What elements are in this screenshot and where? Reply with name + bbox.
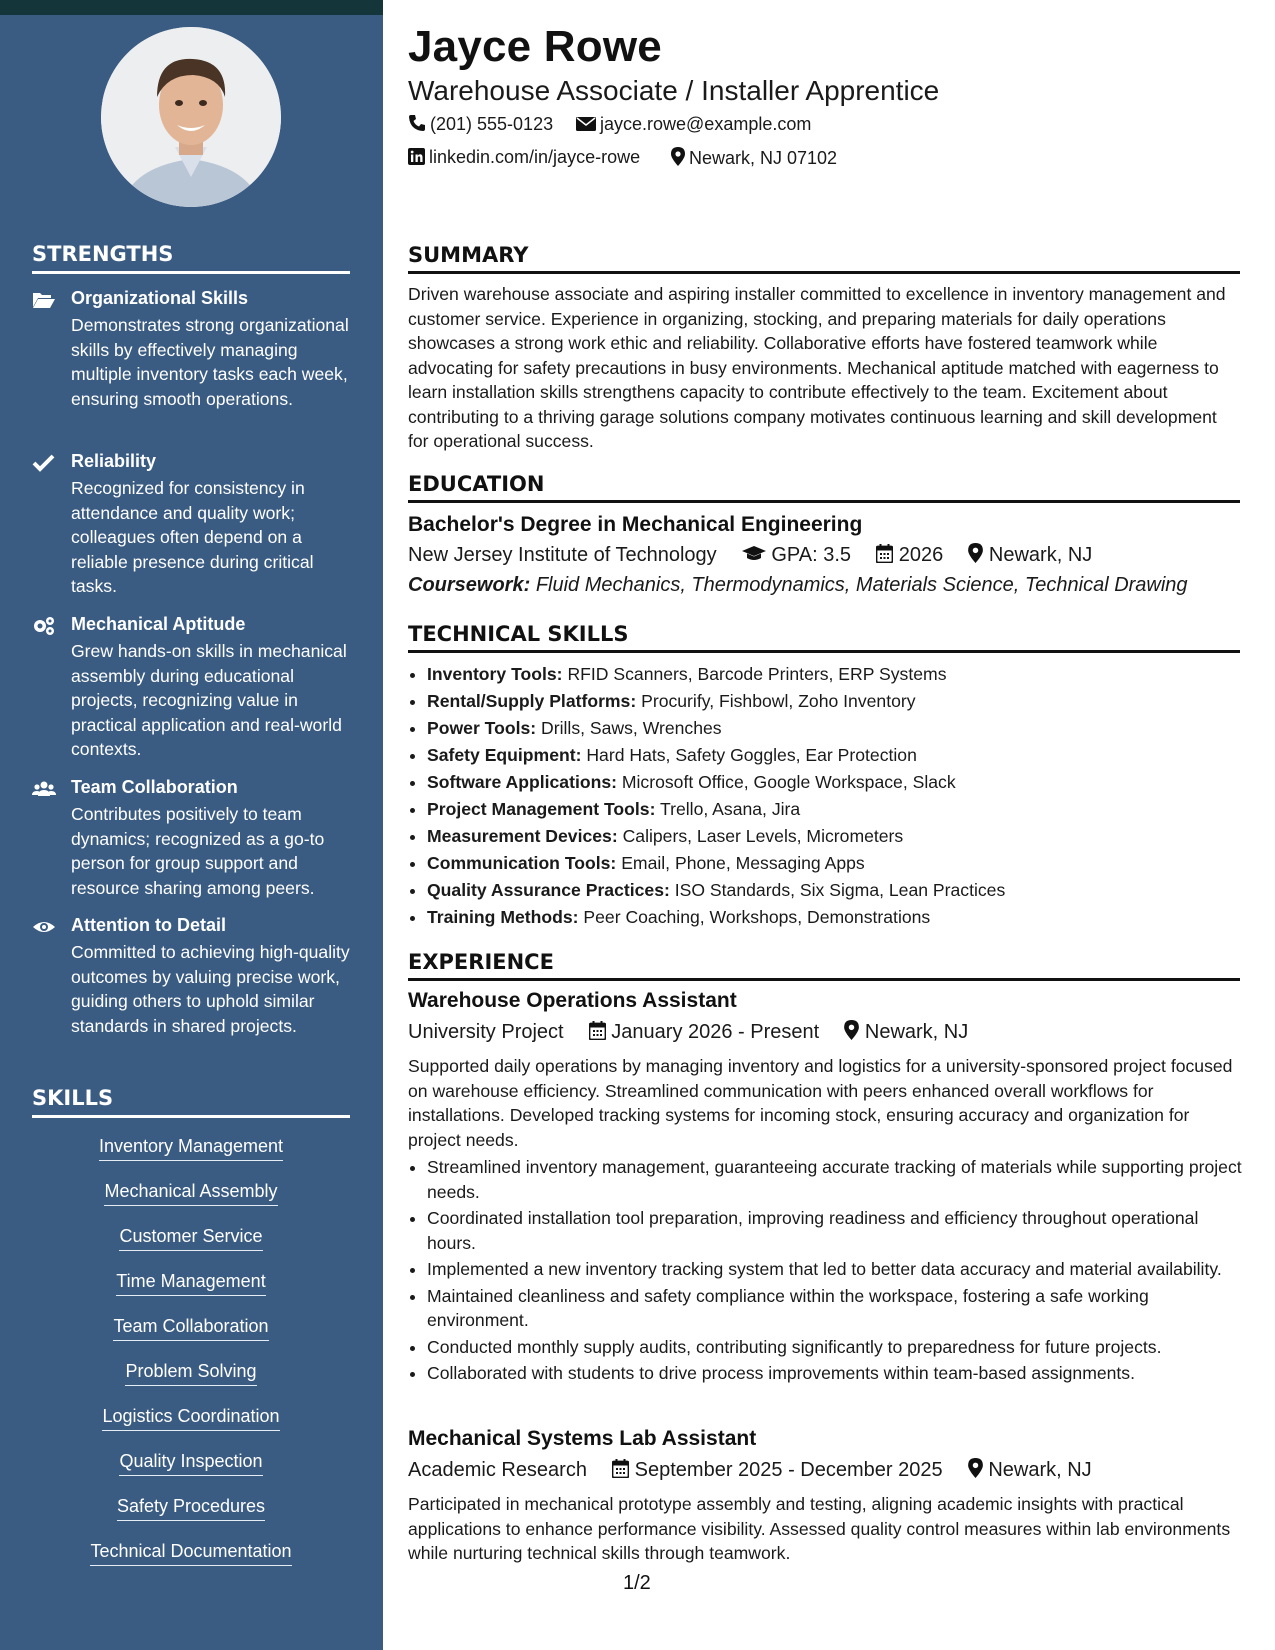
sidebar (0, 0, 383, 1650)
coursework (408, 574, 1188, 597)
phone-icon (408, 114, 426, 132)
list-item: • Conducted monthly supply audits, contributing significantly to preparedness for future projects. (427, 1335, 1247, 1360)
sidebar-top-bar (0, 0, 383, 15)
list-item: • Streamlined inventory management, guaranteeing accurate tracking of materials while supporting project needs. (427, 1155, 1247, 1204)
technical-skills-heading: TECHNICAL SKILLS (408, 622, 1240, 653)
job-meta-2 (408, 1458, 1092, 1482)
skill-tag: Customer Service (32, 1226, 350, 1251)
job-bullets-1 (408, 1155, 1247, 1388)
candidate-name: Jayce Rowe (408, 22, 662, 71)
summary-text: Driven warehouse associate and aspiring installer committed to excellence in inventory management and customer service. Experience in organizing, stocking, and preparing materials for daily operations showcases a strong work ethic and reliability. Collaborative efforts have fostered teamwork while advocating for safety precautions in busy environments. Mechanical aptitude matched with eagerness to learn installation skills strengthens capacity to contribute effectively to the team. Excitement about contributing to a thriving garage solutions company motivates continuous learning and skill development for operational success. (408, 284, 1226, 451)
list-item: • Project Management Tools: Trello, Asana, Jira (427, 796, 1247, 823)
list-item: • Collaborated with students to drive process improvements within team-based assignments. (427, 1361, 1247, 1386)
location-contact: Newark, NJ 07102 (671, 147, 837, 169)
check-icon (32, 453, 56, 473)
phone-contact: (201) 555-0123 (408, 114, 553, 135)
gears-icon (32, 616, 56, 636)
list-item: • Measurement Devices: Calipers, Laser Levels, Micrometers (427, 823, 1247, 850)
skill-tag: Team Collaboration (32, 1316, 350, 1341)
degree-title: Bachelor's Degree in Mechanical Engineering (408, 513, 863, 536)
coursework-label: Coursework: (408, 574, 531, 596)
school-name: New Jersey Institute of Technology (408, 544, 717, 566)
email-contact[interactable]: jayce.rowe@example.com (576, 114, 811, 135)
list-item: • Inventory Tools: RFID Scanners, Barcode Printers, ERP Systems (427, 661, 1247, 688)
experience-heading: EXPERIENCE (408, 950, 1240, 981)
strength-title: Reliability (71, 451, 157, 471)
job-title-2: Mechanical Systems Lab Assistant (408, 1427, 757, 1450)
strength-title: Attention to Detail (71, 915, 226, 935)
calendar-icon (612, 1459, 629, 1478)
linkedin-contact[interactable]: linkedin.com/in/jayce-rowe (408, 147, 640, 168)
list-item: • Maintained cleanliness and safety compliance within the workspace, fostering a safe working environment. (427, 1284, 1247, 1333)
list-item: • Safety Equipment: Hard Hats, Safety Goggles, Ear Protection (427, 742, 1247, 769)
strength-description: Demonstrates strong organizational skills by effectively managing multiple inventory tasks each week, ensuring smooth operations. (71, 315, 349, 409)
map-pin-icon (844, 1020, 859, 1040)
graduation-year: 2026 (898, 544, 944, 566)
skill-tag: Quality Inspection (32, 1451, 350, 1476)
strength-title: Team Collaboration (71, 777, 238, 797)
eye-icon (32, 917, 56, 937)
summary-heading: SUMMARY (408, 243, 1240, 274)
list-item: • Communication Tools: Email, Phone, Messaging Apps (427, 850, 1247, 877)
education-location: Newark, NJ (988, 544, 1093, 566)
skill-tag: Logistics Coordination (32, 1406, 350, 1431)
list-item: • Implemented a new inventory tracking system that led to better data accuracy and material availability. (427, 1257, 1247, 1282)
job-title-1: Warehouse Operations Assistant (408, 989, 737, 1012)
job-meta-1 (408, 1020, 968, 1044)
skill-tag: Time Management (32, 1271, 350, 1296)
profile-photo (101, 27, 281, 207)
list-item: • Power Tools: Drills, Saws, Wrenches (427, 715, 1247, 742)
strengths-heading: STRENGTHS (32, 242, 350, 274)
skill-tag: Safety Procedures (32, 1496, 350, 1521)
job-description-2: Participated in mechanical prototype assembly and testing, aligning academic insights with practical applications to enhance performance visibility. Assessed quality control measures within lab environments while nurturing technical skills through teamwork. (408, 1494, 1231, 1563)
skill-tag: Mechanical Assembly (32, 1181, 350, 1206)
strength-description: Recognized for consistency in attendance and quality work; colleagues often depend on a reliable presence during critical tasks. (71, 478, 314, 596)
gpa: GPA: 3.5 (771, 544, 852, 566)
list-item: • Quality Assurance Practices: ISO Standards, Six Sigma, Lean Practices (427, 877, 1247, 904)
skill-tag: Problem Solving (32, 1361, 350, 1386)
list-item: • Rental/Supply Platforms: Procurify, Fishbowl, Zoho Inventory (427, 688, 1247, 715)
job-dates: January 2026 - Present (611, 1021, 820, 1043)
main-top-bar (383, 0, 1275, 15)
users-icon (32, 779, 56, 799)
map-pin-icon (671, 147, 685, 166)
folder-open-icon (32, 290, 56, 310)
job-dates: September 2025 - December 2025 (634, 1459, 943, 1481)
calendar-icon (876, 544, 893, 563)
job-location: Newark, NJ (864, 1021, 969, 1043)
education-meta (408, 543, 1092, 567)
job-description-1: Supported daily operations by managing inventory and logistics for a university-sponsored project focused on warehouse efficiency. Streamlined communication with peers enhanced overall workflows for installations. Developed tracking systems for incoming stock, ensuring accuracy and organization for project needs. (408, 1056, 1233, 1150)
linkedin-icon (408, 148, 425, 165)
skills-heading: SKILLS (32, 1086, 350, 1118)
job-title: Warehouse Associate / Installer Apprentice (408, 75, 940, 106)
calendar-icon (589, 1021, 606, 1040)
skill-tag: Inventory Management (32, 1136, 350, 1161)
list-item: • Software Applications: Microsoft Office, Google Workspace, Slack (427, 769, 1247, 796)
job-location: Newark, NJ (988, 1459, 1092, 1481)
map-pin-icon (968, 1458, 983, 1478)
graduation-cap-icon (742, 545, 766, 563)
page-number: 1/2 (623, 1572, 651, 1594)
strength-description: Contributes positively to team dynamics; recognized as a go-to person for group support and resource sharing among peers. (71, 804, 325, 898)
organization: University Project (408, 1021, 564, 1043)
strength-description: Grew hands-on skills in mechanical assembly during educational projects, recognizing value in practical application and real-world contexts. (71, 641, 347, 759)
education-heading: EDUCATION (408, 472, 1240, 503)
strength-title: Organizational Skills (71, 288, 249, 308)
map-pin-icon (968, 543, 983, 563)
strength-description: Committed to achieving high-quality outcomes by valuing precise work, guiding others to uphold similar standards in shared projects. (71, 942, 350, 1036)
coursework-list: Fluid Mechanics, Thermodynamics, Materials Science, Technical Drawing (535, 574, 1188, 596)
strength-title: Mechanical Aptitude (71, 614, 246, 634)
envelope-icon (576, 116, 596, 132)
skill-tag: Technical Documentation (32, 1541, 350, 1566)
list-item: • Training Methods: Peer Coaching, Workshops, Demonstrations (427, 904, 1247, 931)
technical-skills-list (408, 661, 1247, 931)
list-item: • Coordinated installation tool preparation, improving readiness and efficiency throughout operational hours. (427, 1206, 1247, 1255)
organization: Academic Research (408, 1459, 587, 1481)
